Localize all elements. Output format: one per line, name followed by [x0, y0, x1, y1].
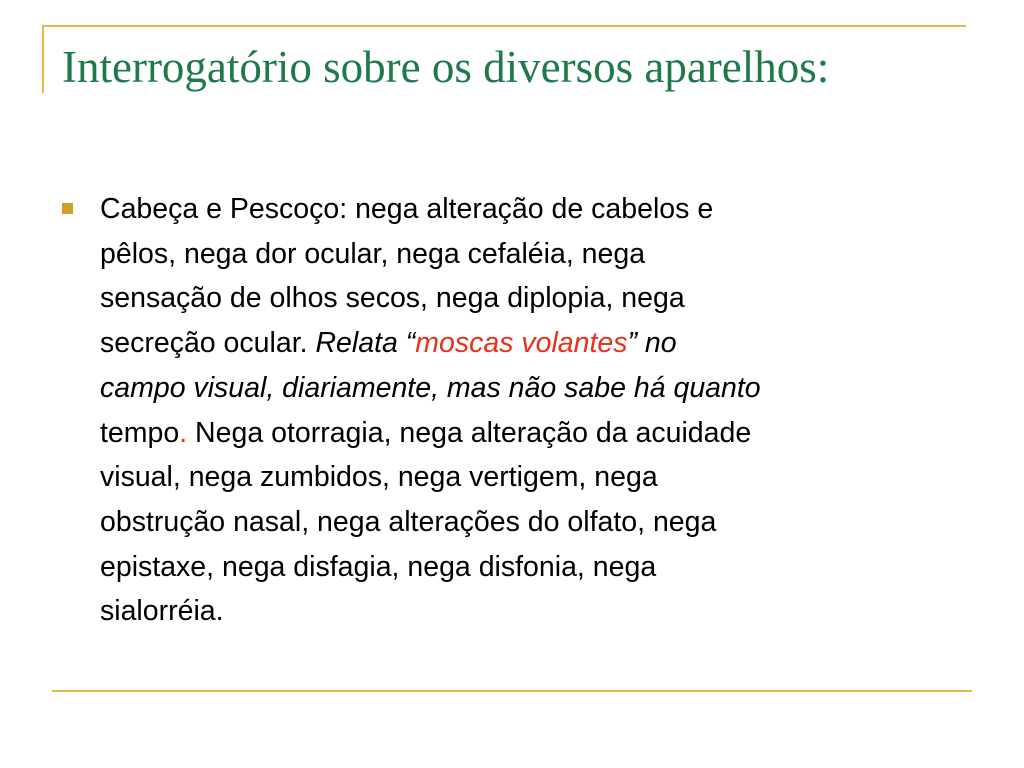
- italic-quote-open: Relata “: [315, 327, 416, 360]
- bullet-line: sialorréia.: [100, 595, 224, 628]
- bottom-accent-line: [52, 690, 972, 692]
- text-segment: Nega otorragia, nega alteração da acuidade: [187, 416, 752, 449]
- text-segment: secreção ocular.: [100, 327, 316, 360]
- bullet-line: visual, nega zumbidos, nega vertigem, nega: [100, 461, 658, 494]
- bullet-line: sensação de olhos secos, nega diplopia, nega: [100, 282, 685, 315]
- slide-title: Interrogatório sobre os diversos aparelhos:: [62, 42, 830, 92]
- highlighted-term: moscas volantes: [415, 327, 628, 360]
- bullet-line: [100, 411, 980, 456]
- left-accent-line: [42, 25, 44, 93]
- square-bullet-icon: [62, 203, 73, 214]
- bullet-line: obstrução nasal, nega alterações do olfato, nega: [100, 505, 717, 538]
- bullet-line: epistaxe, nega disfagia, nega disfonia, nega: [100, 550, 657, 583]
- highlighted-period: .: [179, 416, 188, 449]
- bullet-text: [100, 187, 980, 634]
- bullet-line-italic: campo visual, diariamente, mas não sabe há quanto: [100, 371, 761, 404]
- italic-quote-close: ” no: [627, 327, 677, 360]
- text-segment: tempo: [100, 416, 180, 449]
- bullet-line: [100, 321, 980, 366]
- bullet-line: Cabeça e Pescoço: nega alteração de cabelos e: [100, 193, 714, 225]
- top-accent-line: [42, 25, 966, 27]
- bullet-line: pêlos, nega dor ocular, nega cefaléia, nega: [100, 237, 646, 270]
